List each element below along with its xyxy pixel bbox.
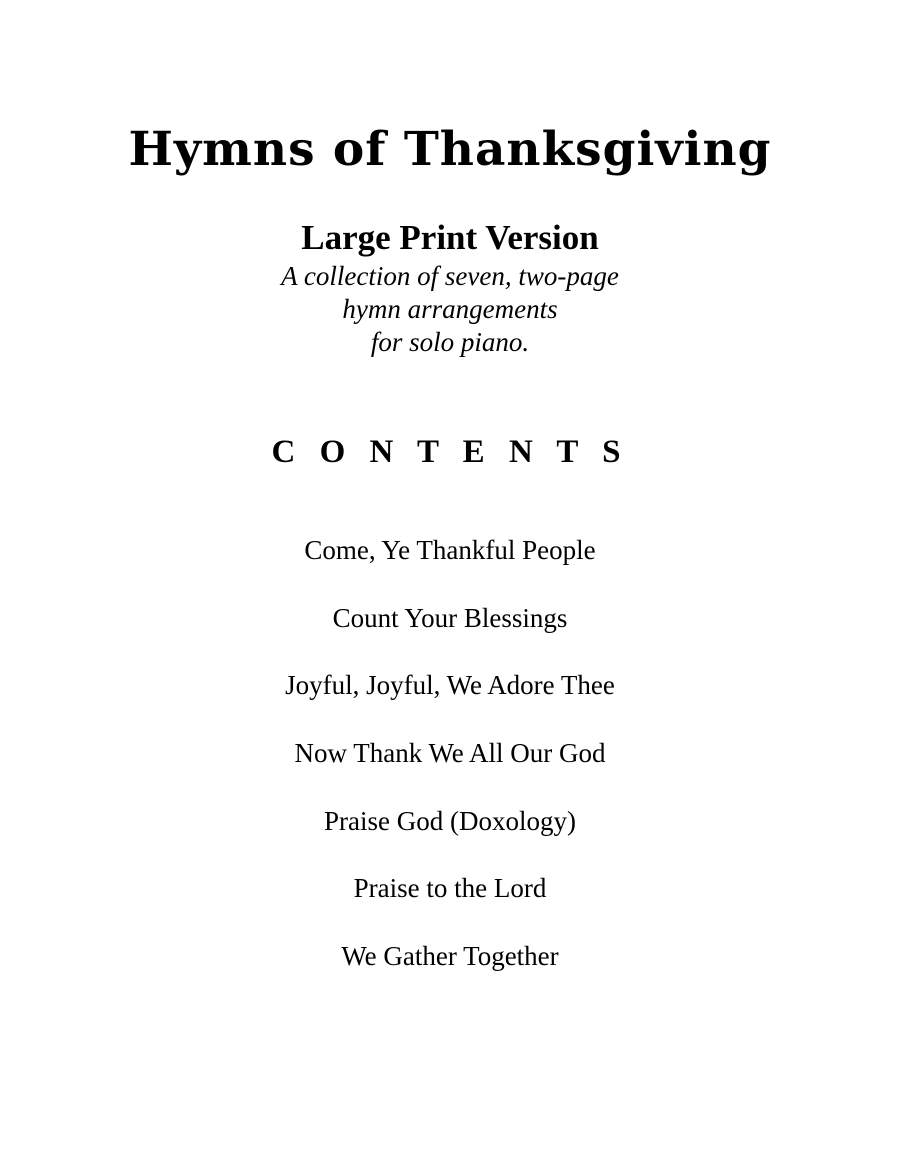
- contents-item: Now Thank We All Our God: [294, 738, 606, 769]
- description-line: hymn arrangements: [342, 294, 558, 324]
- contents-list: [0, 530, 900, 1004]
- collection-description: [0, 260, 900, 359]
- contents-item: Come, Ye Thankful People: [304, 535, 596, 565]
- contents-item: Praise to the Lord: [353, 873, 547, 904]
- contents-item: Praise God (Doxology): [324, 805, 576, 836]
- document-subtitle: Large Print Version: [301, 218, 599, 257]
- description-line: for solo piano.: [370, 327, 530, 357]
- contents-item: Count Your Blessings: [332, 602, 568, 633]
- contents-item: Joyful, Joyful, We Adore Thee: [285, 670, 615, 701]
- contents-item: We Gather Together: [341, 941, 559, 972]
- description-line: A collection of seven, two-page: [281, 261, 619, 291]
- document-title: Hymns of Thanksgiving: [128, 122, 772, 177]
- contents-heading: C O N T E N T S: [271, 434, 629, 470]
